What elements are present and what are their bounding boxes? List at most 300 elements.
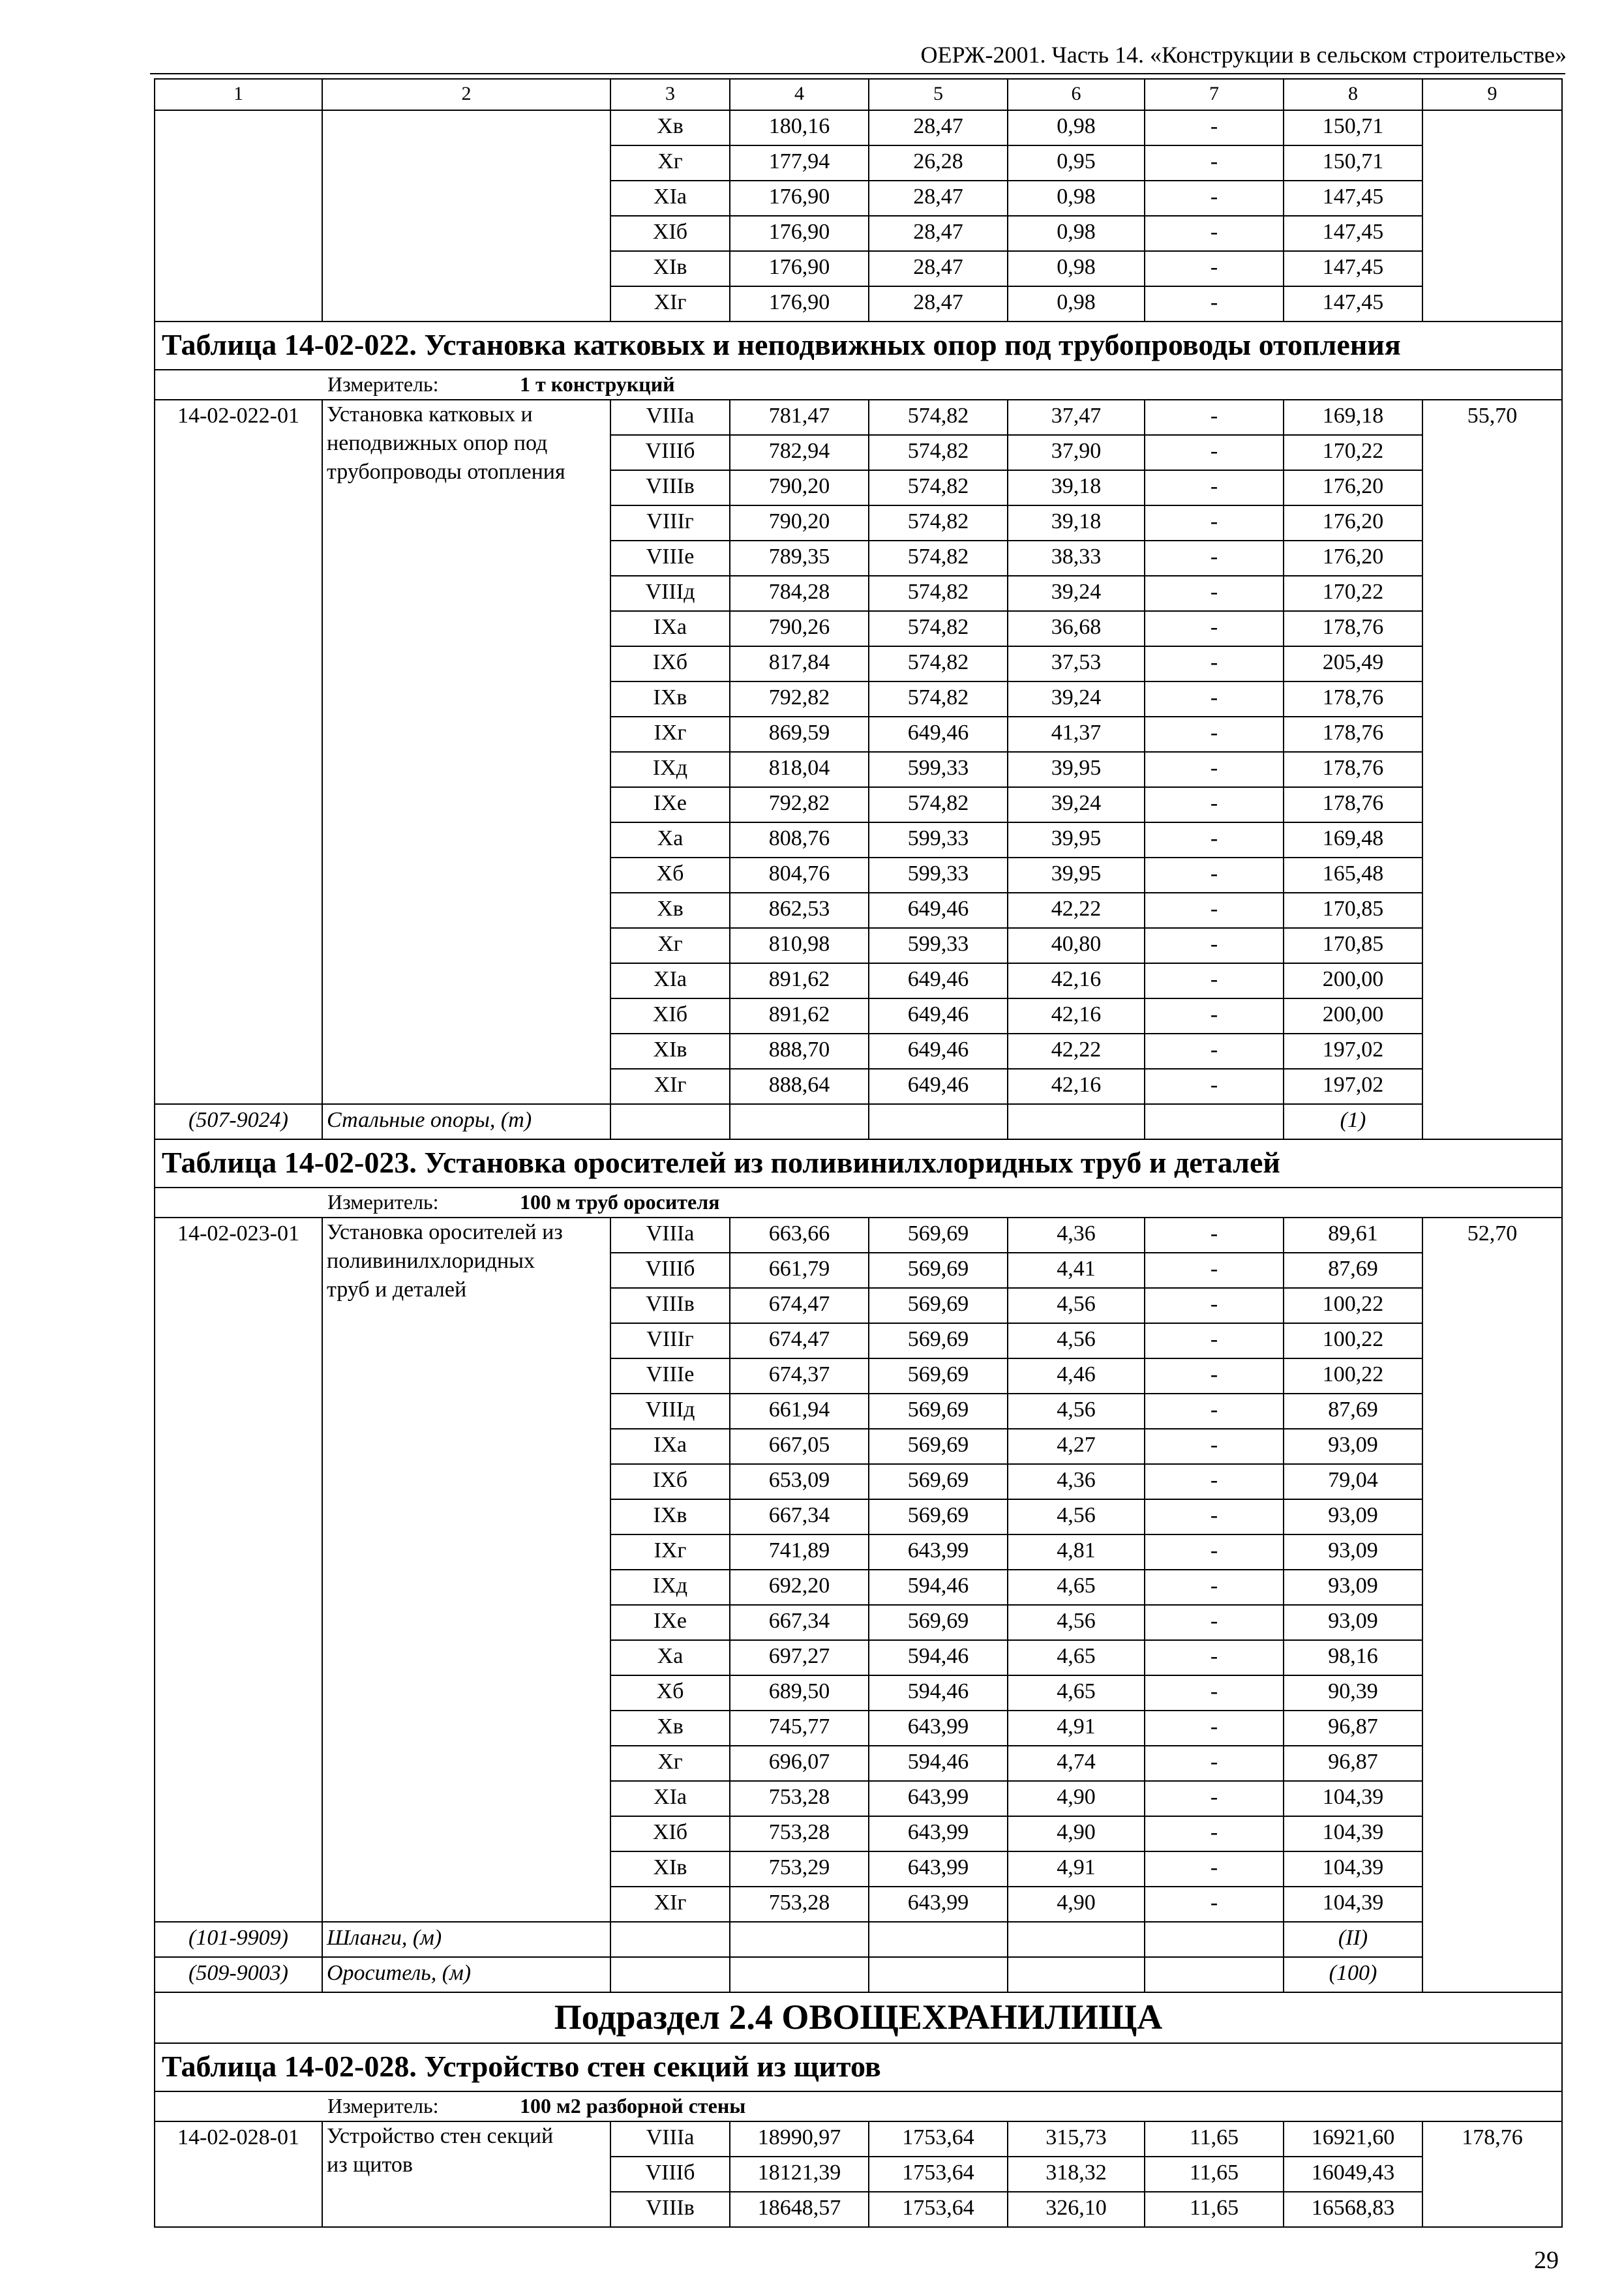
materials-cost-cell: 197,02 bbox=[1284, 1034, 1422, 1069]
labor-cost-cell: 569,69 bbox=[869, 1358, 1008, 1394]
materials-cost-cell: 147,45 bbox=[1284, 251, 1422, 286]
cost-total-cell: 753,29 bbox=[730, 1851, 869, 1887]
machine-cost-cell: 39,18 bbox=[1008, 470, 1145, 505]
machine-cost-cell: 38,33 bbox=[1008, 541, 1145, 576]
column-number: 5 bbox=[869, 79, 1008, 110]
machine-cost-cell: 4,56 bbox=[1008, 1394, 1145, 1429]
cost-total-cell: 176,90 bbox=[730, 216, 869, 251]
machinist-wage-cell: - bbox=[1145, 286, 1284, 322]
col9-value: 178,76 bbox=[1422, 2121, 1562, 2227]
machinist-wage-cell: - bbox=[1145, 717, 1284, 752]
labor-cost-cell: 643,99 bbox=[869, 1534, 1008, 1570]
rate-code: 14-02-023-01 bbox=[155, 1218, 322, 1922]
empty-cell bbox=[610, 1922, 730, 1957]
labor-cost-cell: 574,82 bbox=[869, 435, 1008, 470]
materials-cost-cell: 98,16 bbox=[1284, 1640, 1422, 1675]
labor-cost-cell: 649,46 bbox=[869, 1034, 1008, 1069]
materials-cost-cell: 169,18 bbox=[1284, 400, 1422, 435]
zone-cell: XIв bbox=[610, 1034, 730, 1069]
materials-cost-cell: 96,87 bbox=[1284, 1711, 1422, 1746]
machinist-wage-cell: - bbox=[1145, 1323, 1284, 1358]
cost-total-cell: 784,28 bbox=[730, 576, 869, 611]
cost-total-cell: 808,76 bbox=[730, 822, 869, 858]
materials-cost-cell: 176,20 bbox=[1284, 541, 1422, 576]
machinist-wage-cell: - bbox=[1145, 1887, 1284, 1922]
cost-total-cell: 790,20 bbox=[730, 470, 869, 505]
materials-cost-cell: 104,39 bbox=[1284, 1887, 1422, 1922]
labor-cost-cell: 599,33 bbox=[869, 928, 1008, 963]
materials-cost-cell: 90,39 bbox=[1284, 1675, 1422, 1711]
machine-cost-cell: 39,24 bbox=[1008, 576, 1145, 611]
machine-cost-cell: 42,22 bbox=[1008, 893, 1145, 928]
zone-cell: XIб bbox=[610, 1816, 730, 1851]
materials-cost-cell: 93,09 bbox=[1284, 1570, 1422, 1605]
cost-total-cell: 667,05 bbox=[730, 1429, 869, 1464]
materials-cost-cell: 96,87 bbox=[1284, 1746, 1422, 1781]
zone-cell: IXе bbox=[610, 787, 730, 822]
measure-label: Измеритель: bbox=[327, 1190, 439, 1214]
machinist-wage-cell: - bbox=[1145, 216, 1284, 251]
labor-cost-cell: 28,47 bbox=[869, 110, 1008, 145]
machinist-wage-cell: - bbox=[1145, 1429, 1284, 1464]
empty-cell bbox=[730, 1104, 869, 1139]
resource-name: Шланги, (м) bbox=[322, 1922, 610, 1957]
labor-cost-cell: 594,46 bbox=[869, 1746, 1008, 1781]
cost-total-cell: 810,98 bbox=[730, 928, 869, 963]
empty-cell bbox=[1145, 1922, 1284, 1957]
resource-row bbox=[155, 1104, 1562, 1139]
machinist-wage-cell: - bbox=[1145, 400, 1284, 435]
resource-row bbox=[155, 1957, 1562, 1992]
code-cell bbox=[155, 110, 322, 322]
resource-code: (101-9909) bbox=[155, 1922, 322, 1957]
materials-cost-cell: 100,22 bbox=[1284, 1323, 1422, 1358]
zone-cell: Хб bbox=[610, 1675, 730, 1711]
machine-cost-cell: 4,90 bbox=[1008, 1887, 1145, 1922]
materials-cost-cell: 100,22 bbox=[1284, 1288, 1422, 1323]
machinist-wage-cell: - bbox=[1145, 1288, 1284, 1323]
machinist-wage-cell: - bbox=[1145, 998, 1284, 1034]
machine-cost-cell: 39,18 bbox=[1008, 505, 1145, 541]
labor-cost-cell: 649,46 bbox=[869, 893, 1008, 928]
cost-total-cell: 674,37 bbox=[730, 1358, 869, 1394]
materials-cost-cell: 170,22 bbox=[1284, 576, 1422, 611]
materials-cost-cell: 200,00 bbox=[1284, 963, 1422, 998]
resource-qty: (100) bbox=[1284, 1957, 1422, 1992]
description-cell bbox=[322, 110, 610, 322]
materials-cost-cell: 16921,60 bbox=[1284, 2121, 1422, 2157]
materials-cost-cell: 200,00 bbox=[1284, 998, 1422, 1034]
labor-cost-cell: 599,33 bbox=[869, 822, 1008, 858]
machinist-wage-cell: - bbox=[1145, 1851, 1284, 1887]
machine-cost-cell: 4,90 bbox=[1008, 1816, 1145, 1851]
resource-code: (507-9024) bbox=[155, 1104, 322, 1139]
labor-cost-cell: 649,46 bbox=[869, 717, 1008, 752]
labor-cost-cell: 643,99 bbox=[869, 1887, 1008, 1922]
zone-cell: XIа bbox=[610, 963, 730, 998]
zone-cell: XIа bbox=[610, 1781, 730, 1816]
zone-cell: Хв bbox=[610, 1711, 730, 1746]
cost-total-cell: 862,53 bbox=[730, 893, 869, 928]
zone-cell: VIIIг bbox=[610, 505, 730, 541]
measure-row bbox=[155, 1188, 1562, 1218]
machinist-wage-cell: - bbox=[1145, 1069, 1284, 1104]
machinist-wage-cell: - bbox=[1145, 576, 1284, 611]
cost-total-cell: 888,64 bbox=[730, 1069, 869, 1104]
machinist-wage-cell: - bbox=[1145, 435, 1284, 470]
description-line: труб и деталей bbox=[327, 1278, 467, 1302]
labor-cost-cell: 569,69 bbox=[869, 1429, 1008, 1464]
machinist-wage-cell: - bbox=[1145, 1570, 1284, 1605]
machinist-wage-cell: - bbox=[1145, 1746, 1284, 1781]
zone-cell: Хг bbox=[610, 145, 730, 181]
labor-cost-cell: 594,46 bbox=[869, 1640, 1008, 1675]
materials-cost-cell: 100,22 bbox=[1284, 1358, 1422, 1394]
column-number: 4 bbox=[730, 79, 869, 110]
machinist-wage-cell: - bbox=[1145, 822, 1284, 858]
machine-cost-cell: 42,22 bbox=[1008, 1034, 1145, 1069]
measure-cell bbox=[155, 2091, 1562, 2121]
machine-cost-cell: 0,98 bbox=[1008, 286, 1145, 322]
labor-cost-cell: 574,82 bbox=[869, 787, 1008, 822]
table-title-row bbox=[155, 1139, 1562, 1188]
empty-cell bbox=[610, 1957, 730, 1992]
machine-cost-cell: 326,10 bbox=[1008, 2192, 1145, 2227]
empty-cell bbox=[869, 1957, 1008, 1992]
materials-cost-cell: 150,71 bbox=[1284, 145, 1422, 181]
table-title: Таблица 14-02-023. Установка оросителей из поливинилхлоридных труб и деталей bbox=[155, 1139, 1562, 1188]
labor-cost-cell: 574,82 bbox=[869, 505, 1008, 541]
zone-cell: VIIIе bbox=[610, 1358, 730, 1394]
machine-cost-cell: 4,90 bbox=[1008, 1781, 1145, 1816]
page-number: 29 bbox=[1534, 2247, 1559, 2274]
resource-code: (509-9003) bbox=[155, 1957, 322, 1992]
machinist-wage-cell: - bbox=[1145, 1034, 1284, 1069]
labor-cost-cell: 569,69 bbox=[869, 1288, 1008, 1323]
empty-cell bbox=[869, 1922, 1008, 1957]
labor-cost-cell: 643,99 bbox=[869, 1851, 1008, 1887]
machine-cost-cell: 0,98 bbox=[1008, 251, 1145, 286]
machinist-wage-cell: - bbox=[1145, 1781, 1284, 1816]
materials-cost-cell: 147,45 bbox=[1284, 286, 1422, 322]
zone-cell: VIIIа bbox=[610, 2121, 730, 2157]
cost-total-cell: 753,28 bbox=[730, 1781, 869, 1816]
empty-cell bbox=[869, 1104, 1008, 1139]
cost-total-cell: 790,20 bbox=[730, 505, 869, 541]
machine-cost-cell: 37,90 bbox=[1008, 435, 1145, 470]
machinist-wage-cell: - bbox=[1145, 646, 1284, 681]
machinist-wage-cell: - bbox=[1145, 1605, 1284, 1640]
table-title: Таблица 14-02-028. Устройство стен секций из щитов bbox=[155, 2043, 1562, 2091]
zone-cell: IXв bbox=[610, 681, 730, 717]
table-row bbox=[155, 1218, 1562, 1253]
zone-cell: XIв bbox=[610, 251, 730, 286]
labor-cost-cell: 569,69 bbox=[869, 1218, 1008, 1253]
empty-cell bbox=[1008, 1957, 1145, 1992]
materials-cost-cell: 104,39 bbox=[1284, 1816, 1422, 1851]
zone-cell: VIIIа bbox=[610, 400, 730, 435]
description-line: неподвижных опор под bbox=[327, 431, 548, 455]
materials-cost-cell: 178,76 bbox=[1284, 611, 1422, 646]
materials-cost-cell: 93,09 bbox=[1284, 1605, 1422, 1640]
machinist-wage-cell: 11,65 bbox=[1145, 2157, 1284, 2192]
cost-total-cell: 753,28 bbox=[730, 1816, 869, 1851]
materials-cost-cell: 205,49 bbox=[1284, 646, 1422, 681]
machinist-wage-cell: - bbox=[1145, 145, 1284, 181]
zone-cell: IXг bbox=[610, 1534, 730, 1570]
labor-cost-cell: 1753,64 bbox=[869, 2121, 1008, 2157]
zone-cell: IXе bbox=[610, 1605, 730, 1640]
labor-cost-cell: 569,69 bbox=[869, 1605, 1008, 1640]
cost-total-cell: 891,62 bbox=[730, 963, 869, 998]
cost-total-cell: 782,94 bbox=[730, 435, 869, 470]
machinist-wage-cell: - bbox=[1145, 110, 1284, 145]
subsection-title: Подраздел 2.4 ОВОЩЕХРАНИЛИЩА bbox=[155, 1992, 1562, 2043]
machinist-wage-cell: - bbox=[1145, 1675, 1284, 1711]
column-number: 7 bbox=[1145, 79, 1284, 110]
machinist-wage-cell: - bbox=[1145, 1464, 1284, 1499]
machine-cost-cell: 0,95 bbox=[1008, 145, 1145, 181]
cost-total-cell: 792,82 bbox=[730, 681, 869, 717]
zone-cell: XIа bbox=[610, 181, 730, 216]
materials-cost-cell: 16049,43 bbox=[1284, 2157, 1422, 2192]
materials-cost-cell: 147,45 bbox=[1284, 181, 1422, 216]
machine-cost-cell: 39,95 bbox=[1008, 752, 1145, 787]
materials-cost-cell: 16568,83 bbox=[1284, 2192, 1422, 2227]
zone-cell: VIIIд bbox=[610, 576, 730, 611]
machine-cost-cell: 4,56 bbox=[1008, 1605, 1145, 1640]
resource-qty: (II) bbox=[1284, 1922, 1422, 1957]
cost-total-cell: 692,20 bbox=[730, 1570, 869, 1605]
zone-cell: Ха bbox=[610, 822, 730, 858]
description-line: Установка катковых и bbox=[327, 402, 533, 426]
table-title-row bbox=[155, 2043, 1562, 2091]
labor-cost-cell: 574,82 bbox=[869, 646, 1008, 681]
machinist-wage-cell: - bbox=[1145, 1534, 1284, 1570]
labor-cost-cell: 569,69 bbox=[869, 1499, 1008, 1534]
zone-cell: IXд bbox=[610, 1570, 730, 1605]
zone-cell: VIIIв bbox=[610, 470, 730, 505]
table-row bbox=[155, 110, 1562, 145]
description-line: Устройство стен секций bbox=[327, 2124, 554, 2148]
measure-label: Измеритель: bbox=[327, 372, 439, 396]
cost-total-cell: 789,35 bbox=[730, 541, 869, 576]
cost-total-cell: 653,09 bbox=[730, 1464, 869, 1499]
cost-total-cell: 818,04 bbox=[730, 752, 869, 787]
machinist-wage-cell: - bbox=[1145, 858, 1284, 893]
zone-cell: XIг bbox=[610, 286, 730, 322]
cost-total-cell: 869,59 bbox=[730, 717, 869, 752]
labor-cost-cell: 1753,64 bbox=[869, 2157, 1008, 2192]
machine-cost-cell: 39,24 bbox=[1008, 787, 1145, 822]
machine-cost-cell: 37,53 bbox=[1008, 646, 1145, 681]
labor-cost-cell: 599,33 bbox=[869, 858, 1008, 893]
labor-cost-cell: 649,46 bbox=[869, 1069, 1008, 1104]
table-row bbox=[155, 2121, 1562, 2157]
materials-cost-cell: 178,76 bbox=[1284, 787, 1422, 822]
cost-total-cell: 689,50 bbox=[730, 1675, 869, 1711]
machinist-wage-cell: 11,65 bbox=[1145, 2121, 1284, 2157]
column-number: 3 bbox=[610, 79, 730, 110]
materials-cost-cell: 87,69 bbox=[1284, 1253, 1422, 1288]
labor-cost-cell: 574,82 bbox=[869, 541, 1008, 576]
materials-cost-cell: 79,04 bbox=[1284, 1464, 1422, 1499]
page-header: ОЕРЖ-2001. Часть 14. «Конструкции в сельском строительстве» bbox=[920, 42, 1567, 68]
machinist-wage-cell: - bbox=[1145, 1253, 1284, 1288]
machine-cost-cell: 42,16 bbox=[1008, 963, 1145, 998]
measure-value: 1 т конструкций bbox=[520, 372, 675, 396]
zone-cell: IXв bbox=[610, 1499, 730, 1534]
zone-cell: IXб bbox=[610, 646, 730, 681]
zone-cell: XIг bbox=[610, 1069, 730, 1104]
machinist-wage-cell: - bbox=[1145, 1499, 1284, 1534]
rate-description bbox=[322, 1218, 610, 1922]
rates-table bbox=[154, 78, 1563, 2228]
materials-cost-cell: 197,02 bbox=[1284, 1069, 1422, 1104]
zone-cell: XIг bbox=[610, 1887, 730, 1922]
empty-cell bbox=[1008, 1104, 1145, 1139]
labor-cost-cell: 574,82 bbox=[869, 576, 1008, 611]
cost-total-cell: 18121,39 bbox=[730, 2157, 869, 2192]
zone-cell: IXд bbox=[610, 752, 730, 787]
materials-cost-cell: 178,76 bbox=[1284, 681, 1422, 717]
zone-cell: IXа bbox=[610, 611, 730, 646]
zone-cell: VIIIе bbox=[610, 541, 730, 576]
zone-cell: VIIIв bbox=[610, 1288, 730, 1323]
machinist-wage-cell: - bbox=[1145, 251, 1284, 286]
zone-cell: Ха bbox=[610, 1640, 730, 1675]
labor-cost-cell: 574,82 bbox=[869, 470, 1008, 505]
measure-cell bbox=[155, 370, 1562, 400]
machinist-wage-cell: - bbox=[1145, 1358, 1284, 1394]
column-number: 9 bbox=[1422, 79, 1562, 110]
zone-cell: XIб bbox=[610, 998, 730, 1034]
machine-cost-cell: 315,73 bbox=[1008, 2121, 1145, 2157]
zone-cell: VIIIа bbox=[610, 1218, 730, 1253]
labor-cost-cell: 574,82 bbox=[869, 681, 1008, 717]
cost-total-cell: 661,79 bbox=[730, 1253, 869, 1288]
labor-cost-cell: 594,46 bbox=[869, 1675, 1008, 1711]
labor-cost-cell: 649,46 bbox=[869, 963, 1008, 998]
materials-cost-cell: 104,39 bbox=[1284, 1851, 1422, 1887]
machine-cost-cell: 39,95 bbox=[1008, 822, 1145, 858]
machine-cost-cell: 4,91 bbox=[1008, 1851, 1145, 1887]
cost-total-cell: 180,16 bbox=[730, 110, 869, 145]
column-number: 1 bbox=[155, 79, 322, 110]
machinist-wage-cell: - bbox=[1145, 1394, 1284, 1429]
machine-cost-cell: 4,41 bbox=[1008, 1253, 1145, 1288]
machinist-wage-cell: 11,65 bbox=[1145, 2192, 1284, 2227]
machinist-wage-cell: - bbox=[1145, 963, 1284, 998]
col9-value: 55,70 bbox=[1422, 400, 1562, 1139]
table-row bbox=[155, 400, 1562, 435]
zone-cell: VIIIд bbox=[610, 1394, 730, 1429]
machinist-wage-cell: - bbox=[1145, 541, 1284, 576]
machine-cost-cell: 4,65 bbox=[1008, 1640, 1145, 1675]
machine-cost-cell: 4,91 bbox=[1008, 1711, 1145, 1746]
cost-total-cell: 674,47 bbox=[730, 1288, 869, 1323]
table-title-row bbox=[155, 322, 1562, 370]
measure-value: 100 м труб оросителя bbox=[520, 1190, 720, 1214]
cost-total-cell: 745,77 bbox=[730, 1711, 869, 1746]
labor-cost-cell: 28,47 bbox=[869, 286, 1008, 322]
machinist-wage-cell: - bbox=[1145, 928, 1284, 963]
zone-cell: IXг bbox=[610, 717, 730, 752]
zone-cell: XIб bbox=[610, 216, 730, 251]
labor-cost-cell: 643,99 bbox=[869, 1781, 1008, 1816]
column-number: 2 bbox=[322, 79, 610, 110]
description-line: из щитов bbox=[327, 2153, 413, 2177]
cost-total-cell: 667,34 bbox=[730, 1605, 869, 1640]
description-line: поливинилхлоридных bbox=[327, 1249, 535, 1273]
materials-cost-cell: 176,20 bbox=[1284, 505, 1422, 541]
machine-cost-cell: 4,74 bbox=[1008, 1746, 1145, 1781]
labor-cost-cell: 574,82 bbox=[869, 400, 1008, 435]
machinist-wage-cell: - bbox=[1145, 681, 1284, 717]
machine-cost-cell: 4,56 bbox=[1008, 1323, 1145, 1358]
machine-cost-cell: 4,36 bbox=[1008, 1218, 1145, 1253]
labor-cost-cell: 599,33 bbox=[869, 752, 1008, 787]
cost-total-cell: 790,26 bbox=[730, 611, 869, 646]
cost-total-cell: 804,76 bbox=[730, 858, 869, 893]
labor-cost-cell: 28,47 bbox=[869, 251, 1008, 286]
machinist-wage-cell: - bbox=[1145, 787, 1284, 822]
machine-cost-cell: 318,32 bbox=[1008, 2157, 1145, 2192]
materials-cost-cell: 178,76 bbox=[1284, 752, 1422, 787]
cost-total-cell: 661,94 bbox=[730, 1394, 869, 1429]
machine-cost-cell: 4,81 bbox=[1008, 1534, 1145, 1570]
empty-cell bbox=[1145, 1957, 1284, 1992]
machine-cost-cell: 41,37 bbox=[1008, 717, 1145, 752]
empty-cell bbox=[730, 1922, 869, 1957]
measure-row bbox=[155, 370, 1562, 400]
labor-cost-cell: 26,28 bbox=[869, 145, 1008, 181]
column-numbers-row bbox=[155, 79, 1562, 110]
zone-cell: Хг bbox=[610, 928, 730, 963]
cost-total-cell: 891,62 bbox=[730, 998, 869, 1034]
machine-cost-cell: 4,27 bbox=[1008, 1429, 1145, 1464]
cost-total-cell: 674,47 bbox=[730, 1323, 869, 1358]
materials-cost-cell: 93,09 bbox=[1284, 1534, 1422, 1570]
zone-cell: VIIIб bbox=[610, 1253, 730, 1288]
zone-cell: Хв bbox=[610, 893, 730, 928]
subsection-row bbox=[155, 1992, 1562, 2043]
empty-cell bbox=[610, 1104, 730, 1139]
machinist-wage-cell: - bbox=[1145, 752, 1284, 787]
machine-cost-cell: 4,36 bbox=[1008, 1464, 1145, 1499]
col9-value: 52,70 bbox=[1422, 1218, 1562, 1992]
measure-cell bbox=[155, 1188, 1562, 1218]
machine-cost-cell: 4,56 bbox=[1008, 1499, 1145, 1534]
col9-cell bbox=[1422, 110, 1562, 322]
resource-row bbox=[155, 1922, 1562, 1957]
materials-cost-cell: 170,85 bbox=[1284, 928, 1422, 963]
cost-total-cell: 177,94 bbox=[730, 145, 869, 181]
zone-cell: Хв bbox=[610, 110, 730, 145]
machine-cost-cell: 0,98 bbox=[1008, 216, 1145, 251]
measure-row bbox=[155, 2091, 1562, 2121]
machine-cost-cell: 0,98 bbox=[1008, 110, 1145, 145]
machine-cost-cell: 4,56 bbox=[1008, 1288, 1145, 1323]
rate-code: 14-02-022-01 bbox=[155, 400, 322, 1104]
machinist-wage-cell: - bbox=[1145, 470, 1284, 505]
zone-cell: IXб bbox=[610, 1464, 730, 1499]
zone-cell: Хб bbox=[610, 858, 730, 893]
materials-cost-cell: 178,76 bbox=[1284, 717, 1422, 752]
resource-name: Ороситель, (м) bbox=[322, 1957, 610, 1992]
materials-cost-cell: 147,45 bbox=[1284, 216, 1422, 251]
cost-total-cell: 176,90 bbox=[730, 181, 869, 216]
